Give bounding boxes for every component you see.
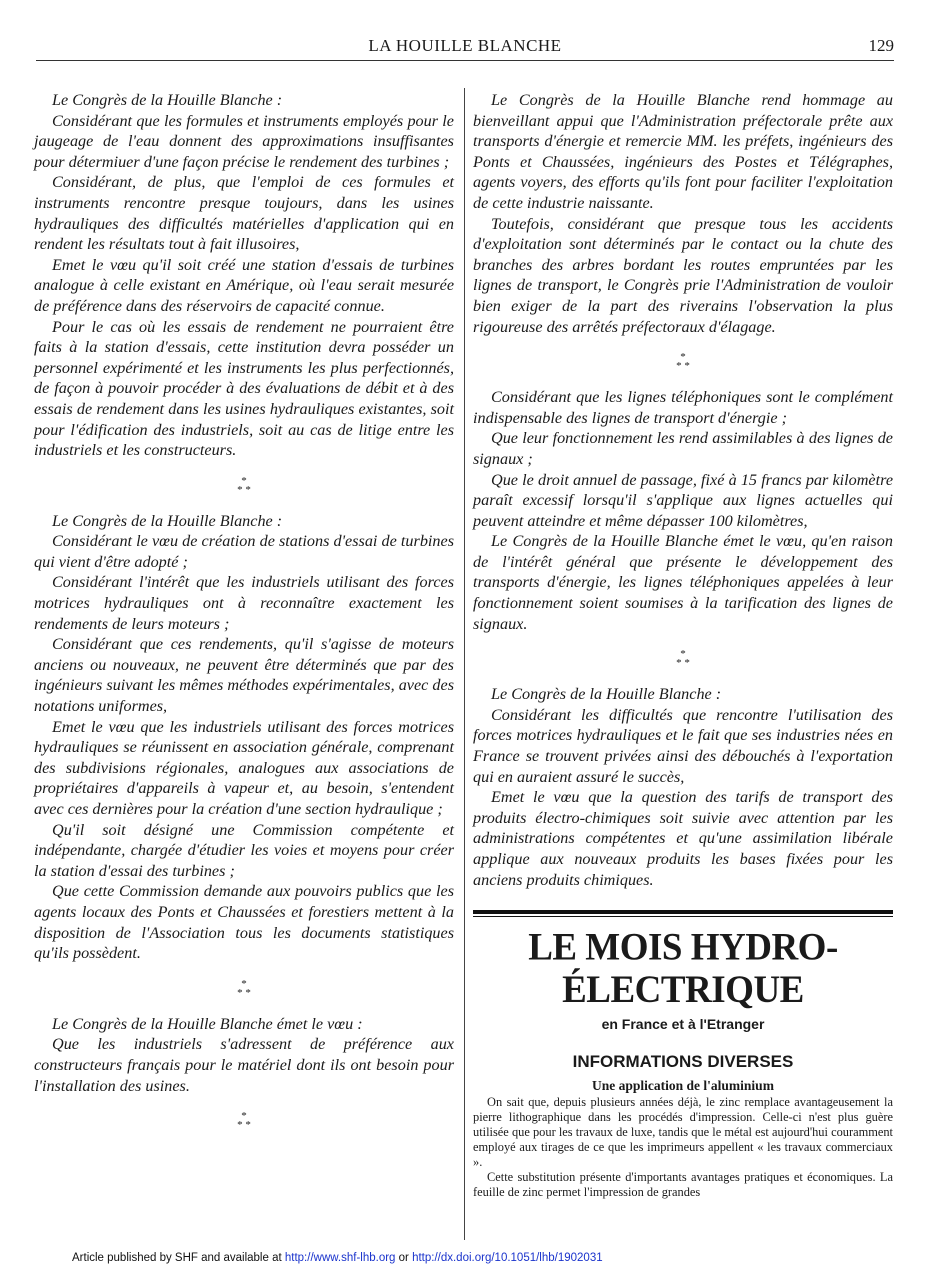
article-paragraph: Cette substitution présente d'importants avantages pratiques et économiques. La feuille de zinc permet l'impression de grandes xyxy=(473,1170,893,1200)
column-divider xyxy=(464,88,465,1240)
section-title: LE MOIS HYDRO-ÉLECTRIQUE xyxy=(528,925,838,1012)
paragraph: Emet le vœu qu'il soit créé une station d'essais de turbines analogue à celle existant en Amérique, où l'eau serait mesurée de préférence dans des réservoirs de capacité connue. xyxy=(34,255,454,315)
info-heading: INFORMATIONS DIVERSES xyxy=(572,1052,794,1072)
paragraph: Toutefois, considérant que presque tous les accidents d'exploitation sont déterminés par le contact ou la chute des branches des arbres bordant les routes empruntées par les lignes de transport, le Congrès prie l'Administration de vouloir bien exiger de la part des riverains l'observation la plus rigoureuse des arrêtés préfectoraux d'élagage. xyxy=(473,214,893,336)
asterism-top: * xyxy=(241,977,247,990)
asterism-separator xyxy=(473,353,893,371)
right-column xyxy=(473,90,893,1200)
paragraph: Considérant l'intérêt que les industriels utilisant des forces motrices hydrauliques ont à reconnaître exactement les rendements de leurs moteurs ; xyxy=(34,573,454,633)
paragraph: Le Congrès de la Houille Blanche rend hommage au bienveillant appui que l'Administration préfectorale prête aux transports d'énergie et remercie MM. les préfets, ingénieurs des Ponts et Chaussées, ingénieurs des Postes et Télégraphes, agents voyers, des efforts qu'ils font pour faciliter l'exploitation de cette industrie naissante. xyxy=(473,91,893,212)
paragraph: Le Congrès de la Houille Blanche émet le vœu, qu'en raison de l'intérêt général que présente le développement des transports d'énergie, les lignes téléphoniques appelées à leur fonctionnement soient soumises à la tarification des lignes de signaux. xyxy=(473,532,893,633)
paragraph: Emet le vœu que la question des tarifs de transport des produits électro-chimiques soit suivie avec attention par les administrations compétentes et qu'une assimilation libérale applique aux nouveaux produits les bases fixées pour les anciens produits chimiques. xyxy=(473,788,893,889)
paragraph: Considérant que les lignes téléphoniques sont le complément indispensable des lignes de transport d'énergie ; xyxy=(473,388,893,427)
article-body xyxy=(473,1095,893,1200)
footer-middle: or xyxy=(395,1252,413,1264)
asterism-separator xyxy=(34,1112,454,1130)
paragraph: Considérant le vœu de création de stations d'essai de turbines qui vient d'être adopté ; xyxy=(34,532,454,571)
left-column xyxy=(34,90,454,1146)
paragraph: Considérant, de plus, que l'emploi de ces formules et instruments rencontre presque toujours, dans les usines hydrauliques des difficultés matérielles d'application qui en rendent les résultats tout à fait illusoires, xyxy=(34,173,454,254)
article-title: Une application de l'aluminium xyxy=(592,1078,774,1094)
footer-link-doi[interactable]: http://dx.doi.org/10.1051/lhb/1902031 xyxy=(412,1252,603,1264)
paragraph: Que leur fonctionnement les rend assimilables à des lignes de signaux ; xyxy=(473,429,893,468)
paragraph: Considérant les difficultés que rencontre l'utilisation des forces motrices hydrauliques et le fait que ses industries nées en France se trouvent privées ainsi des débouchés à l'exportation qui en auraient assuré le succès, xyxy=(473,705,893,786)
paragraph: Considérant que ces rendements, qu'il s'agisse de moteurs anciens ou nouveaux, ne peuvent être déterminés que par des ingénieurs suivant les mêmes méthodes expérimentales, avec des notations uniformes, xyxy=(34,635,454,716)
asterism-bottom: * * xyxy=(237,986,251,999)
paragraph: Le Congrès de la Houille Blanche : xyxy=(52,91,283,109)
asterism-top: * xyxy=(241,474,247,487)
asterism-top: * xyxy=(680,351,686,364)
asterism-bottom: * * xyxy=(237,483,251,496)
footer-link-shf[interactable]: http://www.shf-lhb.org xyxy=(284,1252,396,1264)
paragraph: Le Congrès de la Houille Blanche : xyxy=(52,511,283,530)
section-rule-thin xyxy=(473,916,893,917)
asterism-bottom: * * xyxy=(676,657,690,670)
publication-footer xyxy=(72,1252,603,1264)
asterism-separator xyxy=(473,650,893,668)
asterism-bottom: * * xyxy=(237,1119,251,1132)
paragraph: Que le droit annuel de passage, fixé à 15 francs par kilomètre paraît excessif lorsqu'il s'applique aux lignes actuelles qui peuvent atteindre et même dépasser 100 kilomètres, xyxy=(473,470,893,530)
paragraph: Le Congrès de la Houille Blanche : xyxy=(491,685,722,704)
journal-title: LA HOUILLE BLANCHE xyxy=(368,36,562,55)
paragraph: Pour le cas où les essais de rendement ne pourraient être faits à la station d'essais, cette institution devra posséder un personnel expérimenté et les instruments les plus perfectionnés, de façon à pouvoir procéder à des évaluations de débit et à des essais de rendement dans les usines hydrauliques existantes, soit pour l'édification des industriels, soit au cas de litige entre les industriels et les constructeurs. xyxy=(34,317,454,460)
footer-prefix: Article published by SHF and available at xyxy=(72,1252,285,1264)
asterism-separator xyxy=(34,977,454,999)
article-paragraph: On sait que, depuis plusieurs années déjà, le zinc remplace avantageusement la pierre lithographique dans les procédés d'impression. Celle-ci n'est plus guère utilisée que pour les travaux de luxe, tandis que le métal est aujourd'hui couramment employé aux tirages de ce que les imprimeurs appellent « les travaux commerciaux ». xyxy=(473,1095,893,1170)
asterism-separator xyxy=(34,474,454,496)
section-rule-thick xyxy=(473,910,893,914)
paragraph: Emet le vœu que les industriels utilisant des forces motrices hydrauliques se réunissent en association générale, comprenant des subdivisions régionales, analogues aux associations de propriétaires d'appareils à vapeur et, au besoin, s'entendent avec ces dernières pour la création d'une section hydraulique ; xyxy=(34,717,454,818)
asterism-top: * xyxy=(241,1110,247,1123)
asterism-top: * xyxy=(680,648,686,661)
page-number: 129 xyxy=(868,36,894,55)
paragraph: Le Congrès de la Houille Blanche émet le vœu : xyxy=(52,1014,363,1033)
running-head xyxy=(36,34,894,61)
paragraph: Que cette Commission demande aux pouvoirs publics que les agents locaux des Ponts et Chaussées et forestiers mettent à la disposition de l'Association tous les documents statistiques qu'ils possèdent. xyxy=(34,882,454,963)
paragraph: Considérant que les formules et instruments employés pour le jaugeage de l'eau donnent des approximations insuffisantes pour détermiuer d'une façon précise le rendement des turbines ; xyxy=(34,111,454,171)
paragraph: Qu'il soit désigné une Commission compétente et indépendante, chargée d'étudier les voies et moyens pour créer la station d'essai des turbines ; xyxy=(34,820,454,880)
section-subtitle: en France et à l'Etranger xyxy=(601,1016,765,1033)
paragraph: Que les industriels s'adressent de préférence aux constructeurs français pour le matériel dont ils ont besoin pour l'installation des usines. xyxy=(34,1035,454,1095)
asterism-bottom: * * xyxy=(676,360,690,373)
